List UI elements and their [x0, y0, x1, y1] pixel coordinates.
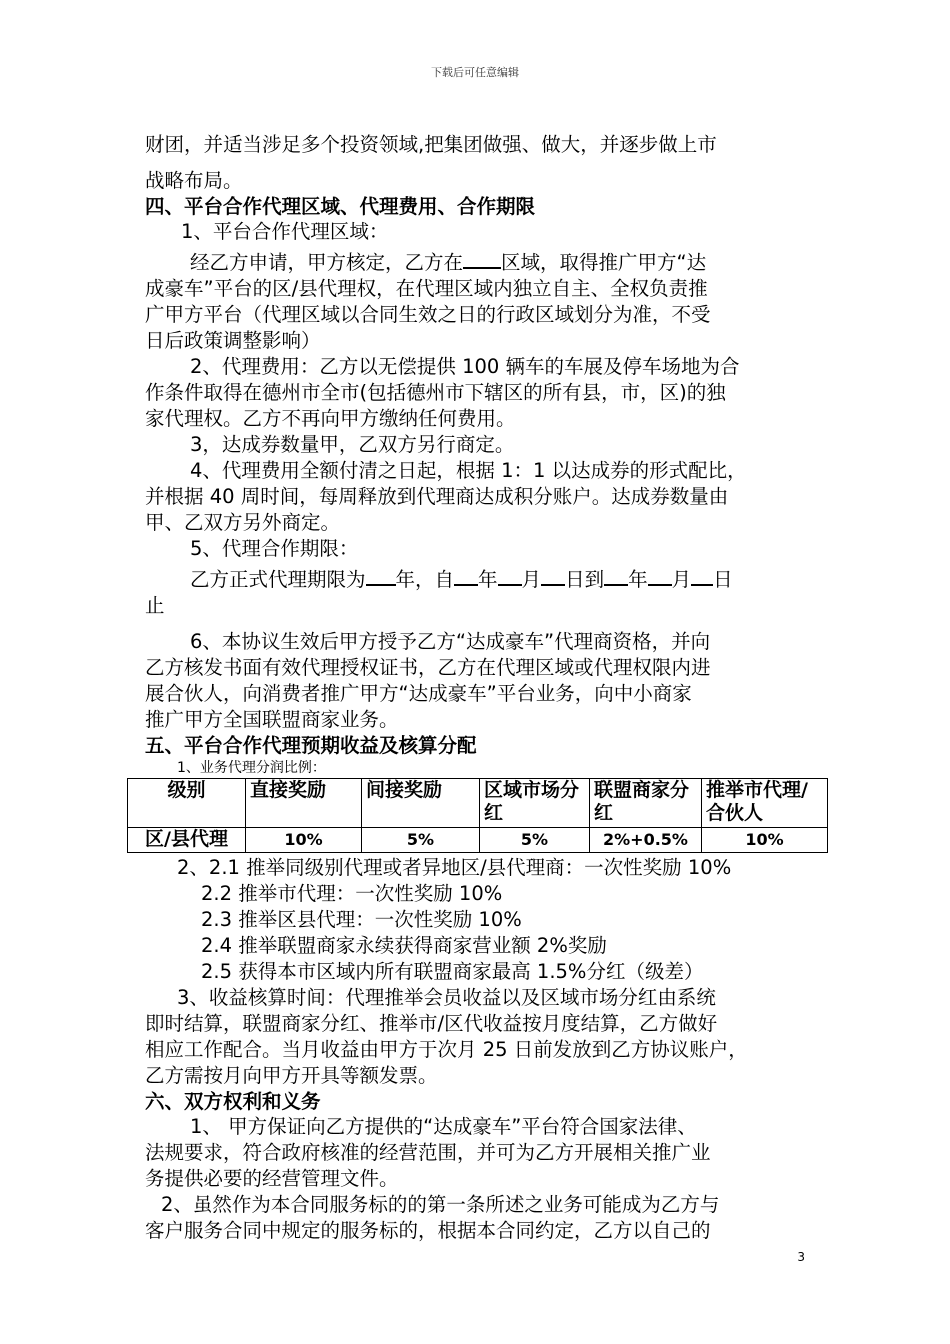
paragraph-line: 2、代理费用：乙方以无偿提供 100 辆车的车展及停车场地为合 — [190, 355, 740, 378]
blank-field — [366, 564, 396, 586]
table-caption: 1、业务代理分润比例： — [177, 760, 326, 776]
blank-field — [648, 564, 672, 586]
paragraph-line: 2.2 推举市代理：一次性奖励 10% — [201, 882, 503, 905]
table-cell: 10% — [702, 828, 828, 853]
table-row — [128, 828, 828, 853]
paragraph-line: 并根据 40 周时间，每周释放到代理商达成积分账户。达成券数量由 — [145, 485, 729, 508]
section-heading-4: 四、平台合作代理区域、代理费用、合作期限 — [145, 195, 536, 218]
paragraph-line: 成豪车”平台的区/县代理权，在代理区域内独立自主、全权负责推 — [145, 277, 708, 300]
paragraph-line: 2.4 推举联盟商家永续获得商家营业额 2%奖励 — [201, 934, 607, 957]
table-header-cell: 联盟商家分红 — [590, 779, 702, 828]
table-cell: 2%+0.5% — [590, 828, 702, 853]
paragraph-line: 财团，并适当涉足多个投资领域,把集团做强、做大，并逐步做上市 — [145, 133, 717, 156]
paragraph-line: 家代理权。乙方不再向甲方缴纳任何费用。 — [145, 407, 516, 430]
paragraph-line: 5、代理合作期限： — [190, 537, 359, 560]
blank-field — [691, 564, 713, 586]
paragraph-line: 广甲方平台（代理区域以合同生效之日的行政区域划分为准，不受 — [145, 303, 711, 326]
blank-field — [498, 564, 522, 586]
paragraph-line: 3、收益核算时间：代理推举会员收益以及区域市场分红由系统 — [177, 986, 716, 1009]
paragraph-line: 即时结算，联盟商家分红、推举市/区代收益按月度结算，乙方做好 — [145, 1012, 718, 1035]
blank-field — [454, 564, 478, 586]
paragraph-line: 务提供必要的经营管理文件。 — [145, 1167, 399, 1190]
paragraph-line: 1、 甲方保证向乙方提供的“达成豪车”平台符合国家法律、 — [190, 1115, 697, 1138]
paragraph-line: 3，达成券数量甲，乙双方另行商定。 — [190, 433, 515, 456]
page-header: 下载后可任意编辑 — [431, 66, 519, 79]
term-line: 乙方正式代理期限为 年，自 年 月 日到 年 月 日 — [145, 564, 815, 593]
table-header-cell: 区域市场分红 — [480, 779, 590, 828]
table-header-cell: 级别 — [128, 779, 246, 828]
table-cell: 5% — [480, 828, 590, 853]
paragraph-line: 相应工作配合。当月收益由甲方于次月 25 日前发放到乙方协议账户， — [145, 1038, 748, 1061]
profit-share-table — [127, 778, 828, 853]
page-number: 3 — [797, 1250, 805, 1264]
blank-field — [541, 564, 565, 586]
table-header-cell: 间接奖励 — [362, 779, 480, 828]
section-heading-5: 五、平台合作代理预期收益及核算分配 — [145, 734, 477, 757]
paragraph-line: 展合伙人，向消费者推广甲方“达成豪车”平台业务，向中小商家 — [145, 682, 692, 705]
paragraph-line: 作条件取得在德州市全市(包括德州市下辖区的所有县，市，区)的独 — [145, 381, 726, 404]
paragraph-line: 推广甲方全国联盟商家业务。 — [145, 708, 399, 731]
table-cell: 5% — [362, 828, 480, 853]
table-header-row — [128, 779, 828, 828]
section-heading-6: 六、双方权利和义务 — [145, 1090, 321, 1113]
paragraph-line: 乙方需按月向甲方开具等额发票。 — [145, 1064, 438, 1087]
subsection-label: 1、平台合作代理区域： — [181, 220, 389, 243]
blank-field — [463, 247, 501, 269]
paragraph-line: 2.3 推举区县代理：一次性奖励 10% — [201, 908, 522, 931]
paragraph-line: 2、虽然作为本合同服务标的的第一条所述之业务可能成为乙方与 — [161, 1193, 720, 1216]
paragraph-line: 日后政策调整影响） — [145, 329, 321, 352]
paragraph-line: 2.5 获得本市区域内所有联盟商家最高 1.5%分红（级差） — [201, 960, 704, 983]
paragraph-line: 法规要求，符合政府核准的经营范围，并可为乙方开展相关推广业 — [145, 1141, 711, 1164]
paragraph-line: 甲、乙双方另外商定。 — [145, 511, 341, 534]
paragraph-line: 止 — [145, 594, 165, 617]
table-cell: 区/县代理 — [128, 828, 246, 853]
table-cell: 10% — [246, 828, 362, 853]
table-header-cell: 直接奖励 — [246, 779, 362, 828]
paragraph-line: 战略布局。 — [145, 169, 243, 192]
blank-field — [604, 564, 628, 586]
paragraph-line: 2、2.1 推举同级别代理或者异地区/县代理商：一次性奖励 10% — [177, 856, 732, 879]
paragraph-line: 4、代理费用全额付清之日起，根据 1：1 以达成券的形式配比， — [190, 459, 747, 482]
paragraph-line: 6、本协议生效后甲方授予乙方“达成豪车”代理商资格，并向 — [190, 630, 711, 653]
paragraph-line: 经乙方申请，甲方核定，乙方在 区域，取得推广甲方“达 — [145, 247, 815, 276]
table-header-cell: 推举市代理/合伙人 — [702, 779, 828, 828]
document-body — [145, 132, 815, 1244]
paragraph-line: 客户服务合同中规定的服务标的，根据本合同约定，乙方以自己的 — [145, 1219, 711, 1242]
paragraph-line: 乙方核发书面有效代理授权证书，乙方在代理区域或代理权限内进 — [145, 656, 711, 679]
